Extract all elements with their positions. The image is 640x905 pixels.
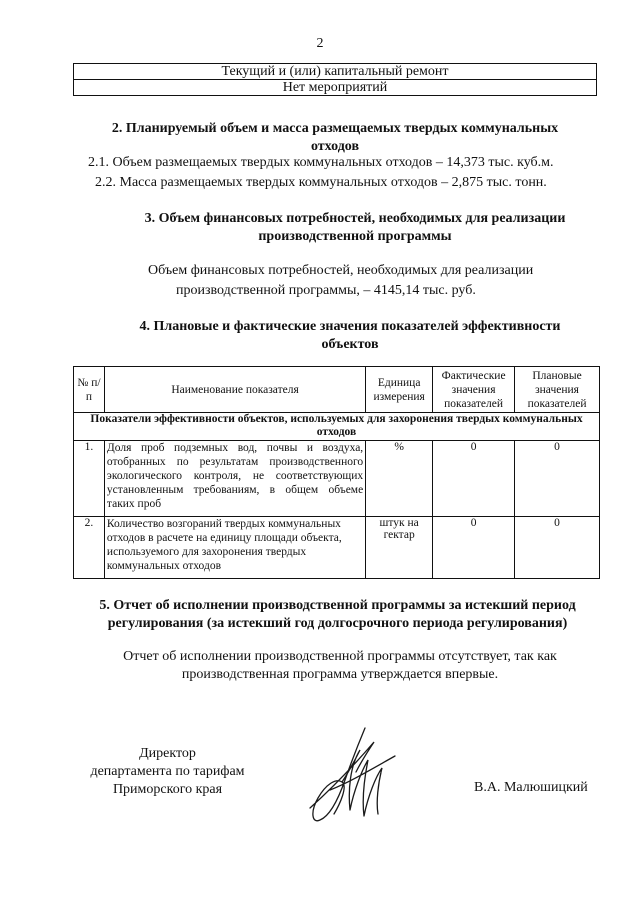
- activities-header: Текущий и (или) капитальный ремонт: [74, 64, 597, 80]
- row2-planned: 0: [515, 517, 600, 579]
- section3-text-line1: Объем финансовых потребностей, необходимых для реализации: [148, 263, 534, 278]
- section2-item2: 2.2. Масса размещаемых твердых коммунальных отходов – 2,875 тыс. тонн.: [95, 175, 547, 190]
- signatory-name: В.А. Малюшицкий: [474, 780, 588, 795]
- row2-num: 2.: [74, 517, 105, 579]
- header-name: Наименование показателя: [104, 367, 365, 413]
- section2-item1: 2.1. Объем размещаемых твердых коммунальных отходов – 14,373 тыс. куб.м.: [88, 155, 554, 170]
- section2-title-line2: отходов: [310, 139, 360, 154]
- section3-title-line2: производственной программы: [258, 229, 452, 244]
- section5-title-line2: регулирования (за истекший год долгосрочного периода регулирования): [107, 616, 568, 631]
- row2-unit: штук на гектар: [366, 517, 433, 579]
- activities-table: [73, 63, 597, 96]
- section4-title-line2: объектов: [321, 337, 379, 352]
- group-title: Показатели эффективности объектов, используемых для захоронения твердых коммунальных отходов: [74, 413, 600, 441]
- position-line3: Приморского края: [112, 782, 223, 797]
- section5-title-line1: 5. Отчет об исполнении производственной программы за истекший период: [99, 598, 576, 613]
- position-line2: департамента по тарифам: [90, 764, 245, 779]
- row1-num: 1.: [74, 441, 105, 517]
- section4-title-line1: 4. Плановые и фактические значения показателей эффективности: [139, 319, 561, 334]
- header-actual: Фактические значения показателей: [433, 367, 515, 413]
- handwritten-signature: [290, 720, 400, 830]
- header-num: № п/п: [74, 367, 105, 413]
- row1-unit: %: [366, 441, 433, 517]
- row1-actual: 0: [433, 441, 515, 517]
- section5-text-line2: производственная программа утверждается впервые.: [181, 667, 499, 682]
- position-line1: Директор: [139, 746, 196, 761]
- section4-title: [95, 318, 605, 354]
- row1-planned: 0: [515, 441, 600, 517]
- header-unit: Единица измерения: [366, 367, 433, 413]
- section2-title: [80, 120, 590, 156]
- row1-name: Доля проб подземных вод, почвы и воздуха, отобранных по результатам производственного экологического контроля, не соответствующих установленным требованиям, в общем объеме таких проб: [104, 441, 365, 517]
- signatory-position: [70, 745, 265, 799]
- page-number: 2: [316, 36, 324, 51]
- header-planned: Плановые значения показателей: [515, 367, 600, 413]
- section3-title: [100, 210, 610, 246]
- row2-name: Количество возгораний твердых коммунальных отходов в расчете на единицу площади объекта, используемого для захоронения твердых коммунальных отходов: [104, 517, 365, 579]
- section5-text-line1: Отчет об исполнении производственной программы отсутствует, так как: [123, 649, 557, 664]
- activities-value: Нет мероприятий: [74, 80, 597, 96]
- section2-title-line1: 2. Планируемый объем и масса размещаемых твердых коммунальных: [111, 121, 559, 136]
- indicators-table: [73, 366, 600, 579]
- section5-title: [70, 597, 605, 633]
- section3-title-line1: 3. Объем финансовых потребностей, необходимых для реализации: [144, 211, 566, 226]
- section3-text-line2: производственной программы, – 4145,14 тыс. руб.: [176, 283, 476, 298]
- row2-actual: 0: [433, 517, 515, 579]
